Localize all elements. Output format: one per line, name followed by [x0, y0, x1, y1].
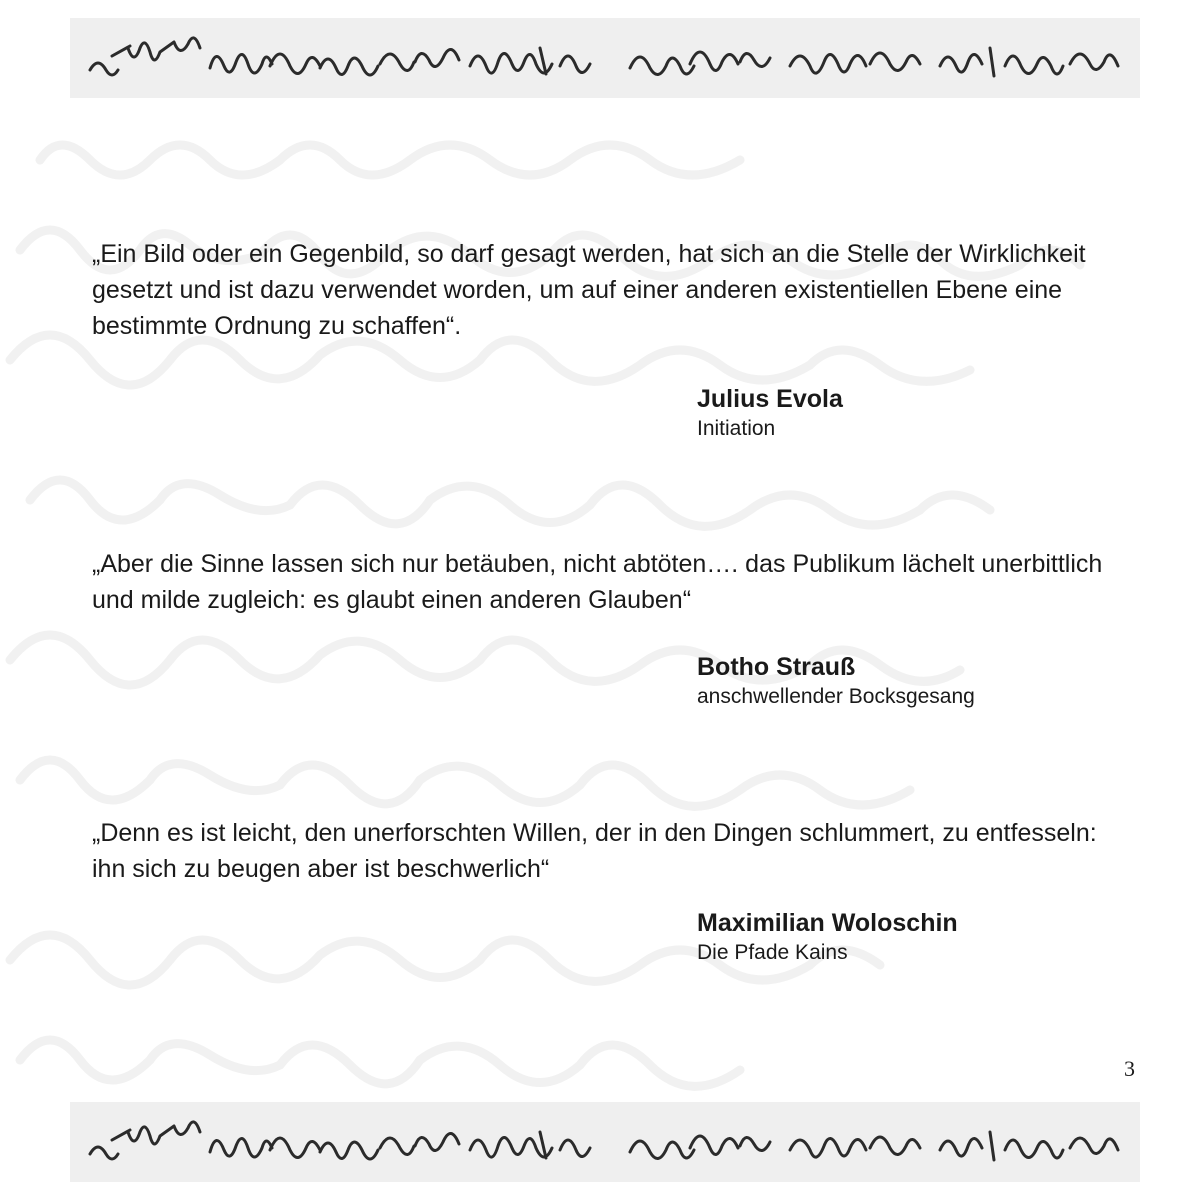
author-name: Maximilian Woloschin	[697, 909, 958, 937]
quote-evola-text: „Ein Bild oder ein Gegenbild, so darf gesagt werden, hat sich an die Stelle der Wirklichkeit gesetzt und ist dazu verwendet worden, um auf einer anderen existentiellen Ebene eine bestimmte Ordnung zu schaffen“.	[92, 240, 1086, 340]
manuscript-strip-bottom	[70, 1102, 1140, 1182]
quote-strauss-text: „Aber die Sinne lassen sich nur betäuben, nicht abtöten…. das Publikum lächelt unerbittlich und milde zugleich: es glaubt einen anderen Glauben“	[92, 550, 1103, 614]
author-name: Botho Strauß	[697, 653, 856, 681]
page-number: 3	[1124, 1056, 1135, 1081]
attribution-strauss	[697, 651, 1137, 711]
work-title: Die Pfade Kains	[697, 941, 848, 964]
attribution-evola	[697, 383, 1137, 443]
author-name: Julius Evola	[697, 385, 843, 413]
manuscript-strip-top	[70, 18, 1140, 98]
quote-woloschin-text: „Denn es ist leicht, den unerforschten Willen, der in den Dingen schlummert, zu entfesseln: ihn sich zu beugen aber ist beschwerlich“	[92, 819, 1097, 883]
work-title: anschwellender Bocksgesang	[697, 685, 975, 708]
attribution-woloschin	[697, 907, 1137, 967]
work-title: Initiation	[697, 417, 776, 440]
